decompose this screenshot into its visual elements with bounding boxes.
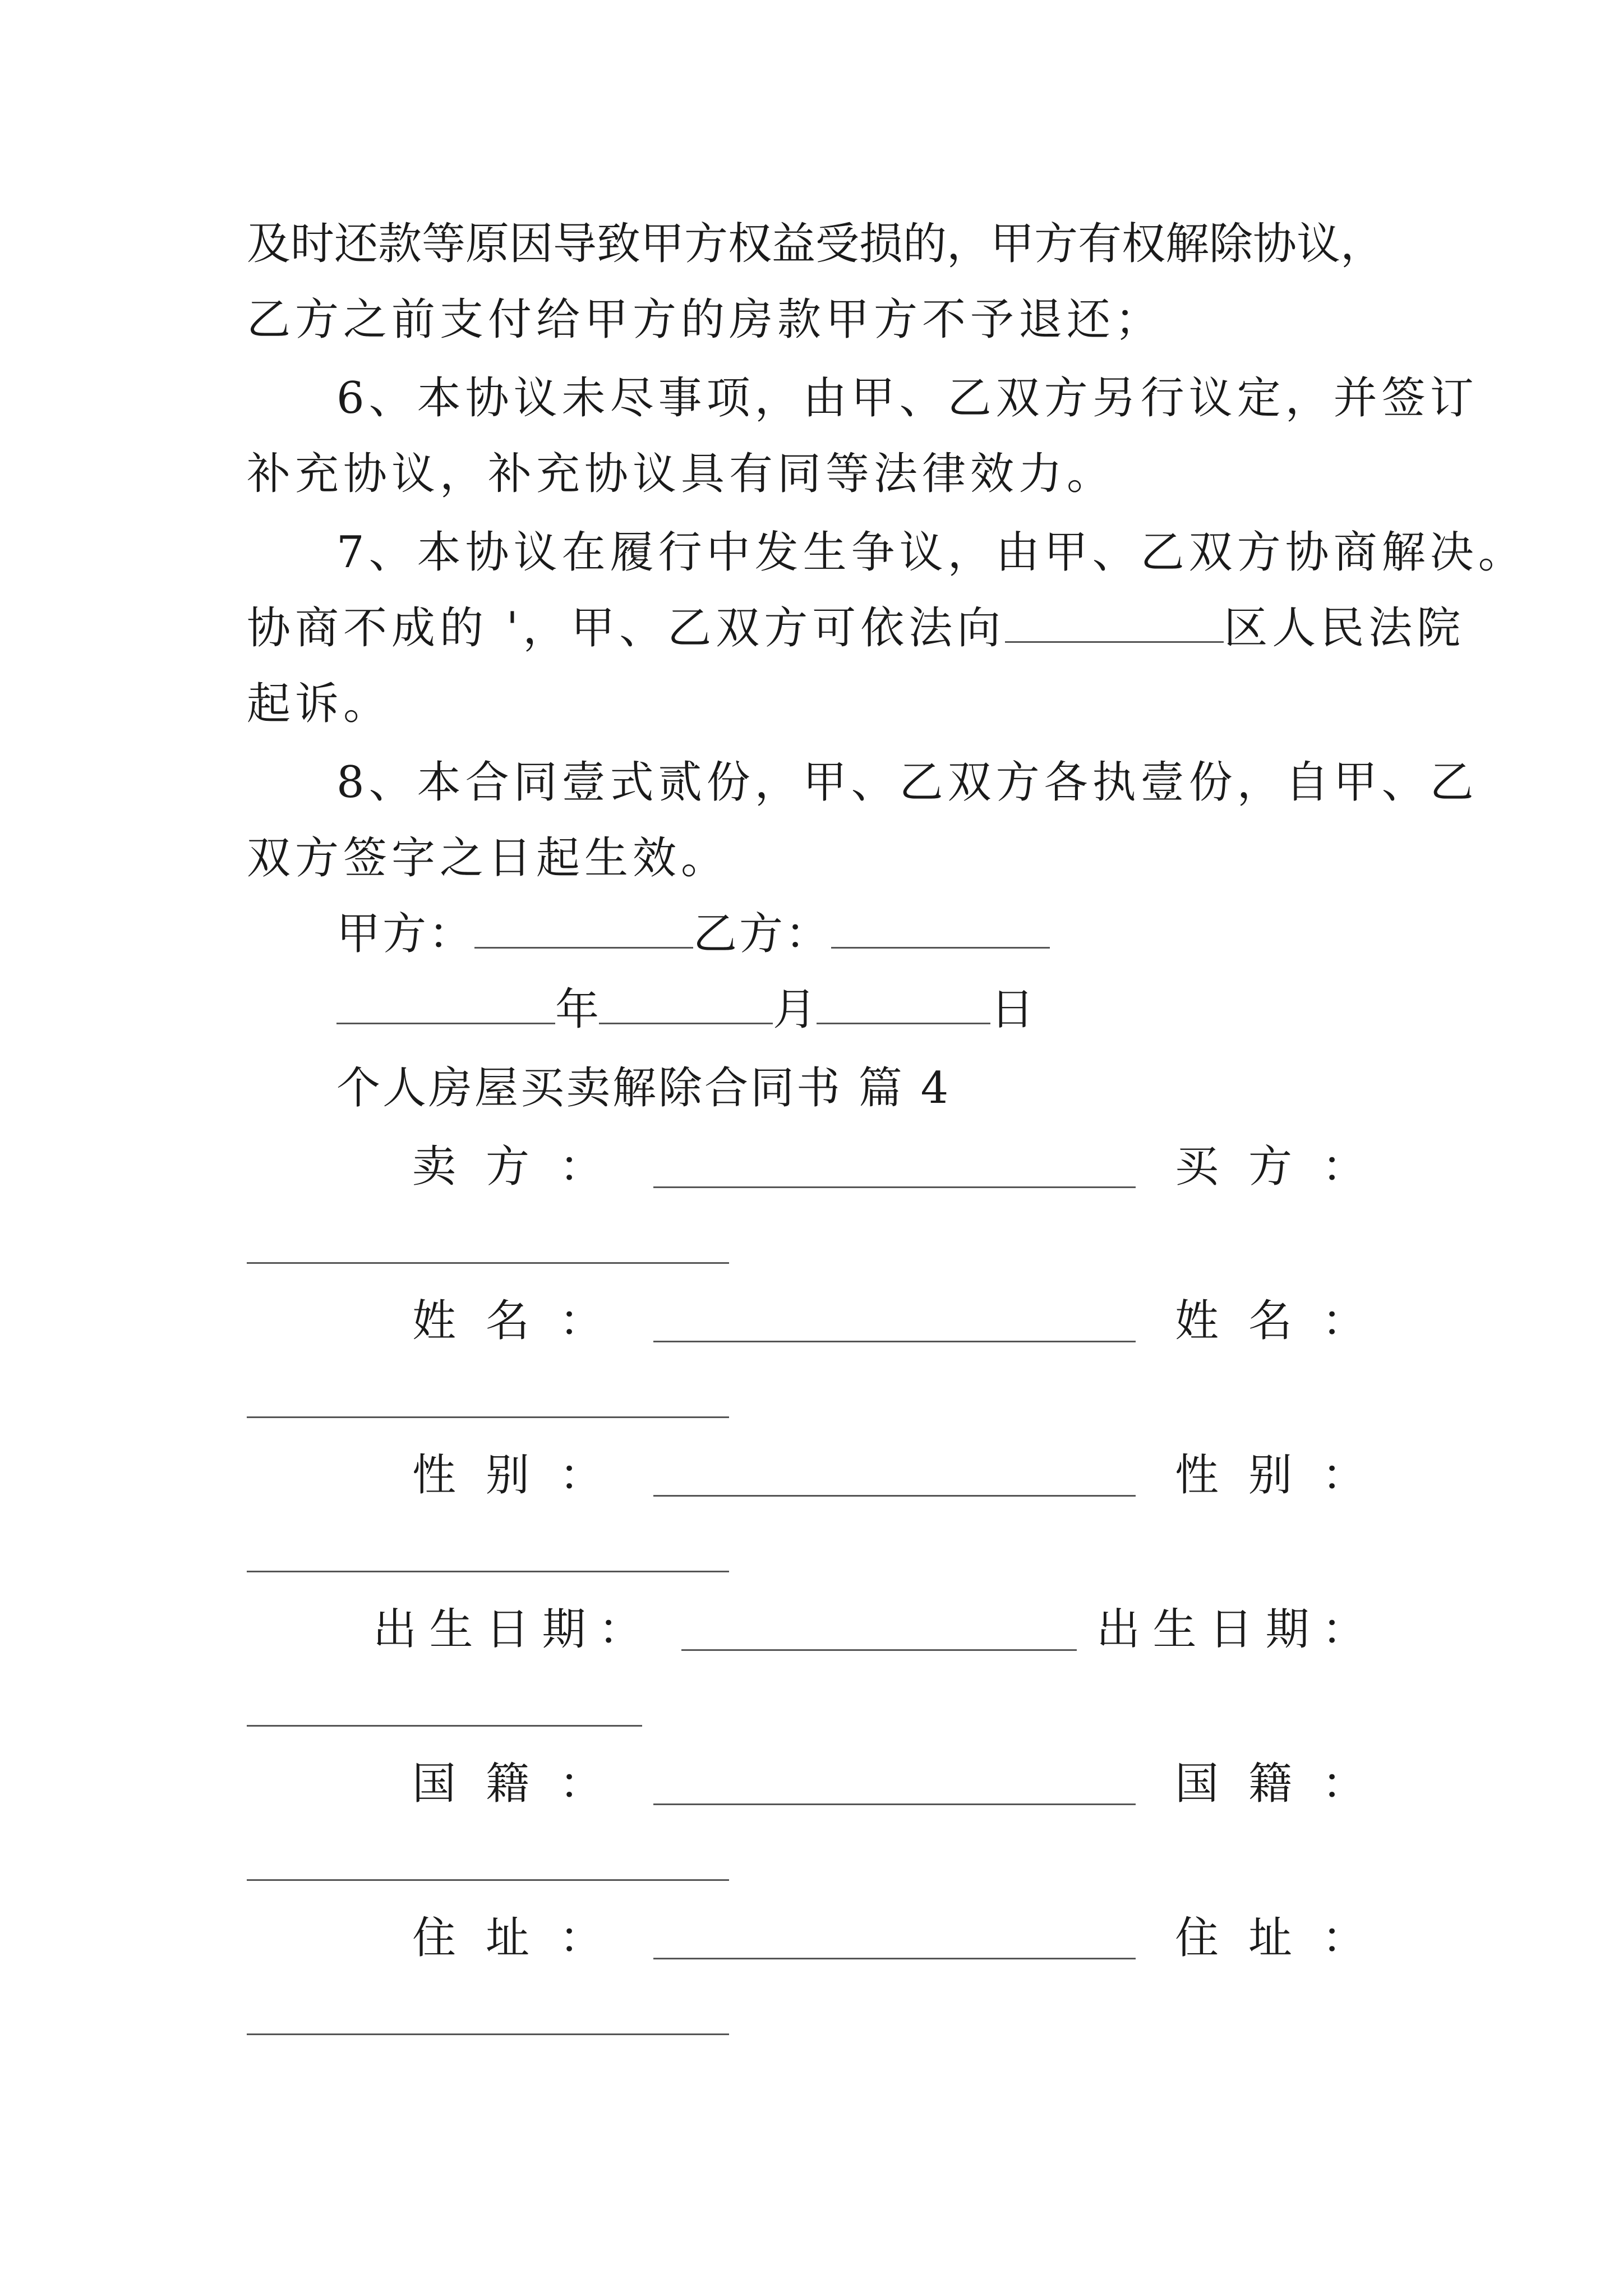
seller-birth-label: 出 生 日 期 ：	[373, 1604, 642, 1655]
paragraph-7-text-1: 7、本协议在履行中发生争议，由甲、乙双方协商解决。	[336, 527, 1527, 578]
buyer-gender-label: 性 别 ：	[1175, 1450, 1366, 1501]
seller-gender-label: 性 别 ：	[412, 1450, 603, 1501]
section-title-text: 个人房屋买卖解除合同书 篇 4	[336, 1063, 951, 1114]
date-line	[336, 982, 1034, 1038]
year-blank[interactable]	[336, 983, 555, 1024]
seller-address-label: 住 址 ：	[412, 1913, 603, 1963]
year-label: 年	[555, 984, 600, 1035]
party-a-blank[interactable]	[474, 908, 693, 949]
signature-line	[336, 906, 1050, 962]
seller-name-label: 姓 名 ：	[412, 1296, 603, 1346]
day-blank[interactable]	[817, 983, 990, 1024]
seller-blank[interactable]	[653, 1186, 1136, 1188]
month-label: 月	[773, 984, 817, 1035]
paragraph-7-text-2b: 区人民法院	[1224, 603, 1465, 654]
seller-gender-blank[interactable]	[653, 1495, 1136, 1497]
buyer-nationality-blank[interactable]	[247, 1879, 729, 1881]
paragraph-6-line-2	[247, 446, 1115, 502]
seller-address-blank[interactable]	[653, 1958, 1136, 1959]
paragraph-5-text-1: 及时还款等原因导致甲方权益受损的，甲方有权解除协议，	[247, 219, 1385, 269]
party-a-label: 甲方：	[336, 909, 475, 959]
buyer-label-char-1: 买	[1175, 1142, 1219, 1192]
seller-nationality-label: 国 籍 ：	[412, 1759, 603, 1809]
paragraph-8-line-2	[247, 830, 729, 886]
paragraph-5-line-2	[247, 292, 1163, 348]
month-blank[interactable]	[599, 983, 773, 1024]
paragraph-6-text-2: 补充协议，补充协议具有同等法律效力。	[247, 449, 1115, 499]
buyer-label	[1175, 1139, 1366, 1195]
seller-label-char-1: 卖	[412, 1142, 457, 1192]
seller-birth-blank[interactable]	[681, 1649, 1077, 1651]
day-label: 日	[990, 984, 1035, 1035]
buyer-blank[interactable]	[247, 1262, 729, 1264]
paragraph-6-text-1: 6、本协议未尽事项，由甲、乙双方另行议定，并签订	[336, 373, 1478, 424]
party-b-label: 乙方：	[693, 909, 832, 959]
paragraph-7-line-2	[247, 600, 1465, 656]
paragraph-7-line-3	[247, 676, 391, 732]
court-blank[interactable]	[1005, 602, 1224, 643]
seller-label	[412, 1139, 603, 1195]
paragraph-8-text-1: 8、本合同壹式贰份，甲、乙双方各执壹份，自甲、乙	[336, 757, 1478, 808]
seller-name-blank[interactable]	[653, 1341, 1136, 1342]
buyer-address-blank[interactable]	[247, 2033, 729, 2035]
buyer-birth-label: 出 生 日 期 ：	[1096, 1604, 1366, 1655]
paragraph-5-text-2: 乙方之前支付给甲方的房款甲方不予退还；	[247, 295, 1164, 345]
buyer-nationality-label: 国 籍 ：	[1175, 1759, 1366, 1809]
buyer-name-blank[interactable]	[247, 1416, 729, 1418]
paragraph-6-line-1	[336, 370, 1478, 426]
buyer-birth-blank[interactable]	[247, 1725, 642, 1727]
paragraph-8-line-1	[336, 754, 1478, 811]
paragraph-7-line-1	[336, 524, 1527, 581]
buyer-label-char-3: ：	[1321, 1142, 1366, 1192]
paragraph-5-line-1	[247, 216, 1391, 272]
seller-nationality-blank[interactable]	[653, 1803, 1136, 1805]
seller-label-char-3: ：	[559, 1142, 603, 1192]
buyer-label-char-2: 方	[1248, 1142, 1292, 1192]
party-b-blank[interactable]	[831, 908, 1050, 949]
paragraph-7-text-2a: 协商不成的 '，甲、乙双方可依法向	[247, 603, 1006, 654]
seller-label-char-2: 方	[485, 1142, 529, 1192]
section-title	[336, 1060, 951, 1116]
buyer-gender-blank[interactable]	[247, 1571, 729, 1572]
buyer-name-label: 姓 名 ：	[1175, 1296, 1366, 1346]
paragraph-7-text-3: 起诉。	[247, 679, 392, 729]
buyer-address-label: 住 址 ：	[1175, 1913, 1366, 1963]
paragraph-8-text-2: 双方签字之日起生效。	[247, 833, 730, 884]
